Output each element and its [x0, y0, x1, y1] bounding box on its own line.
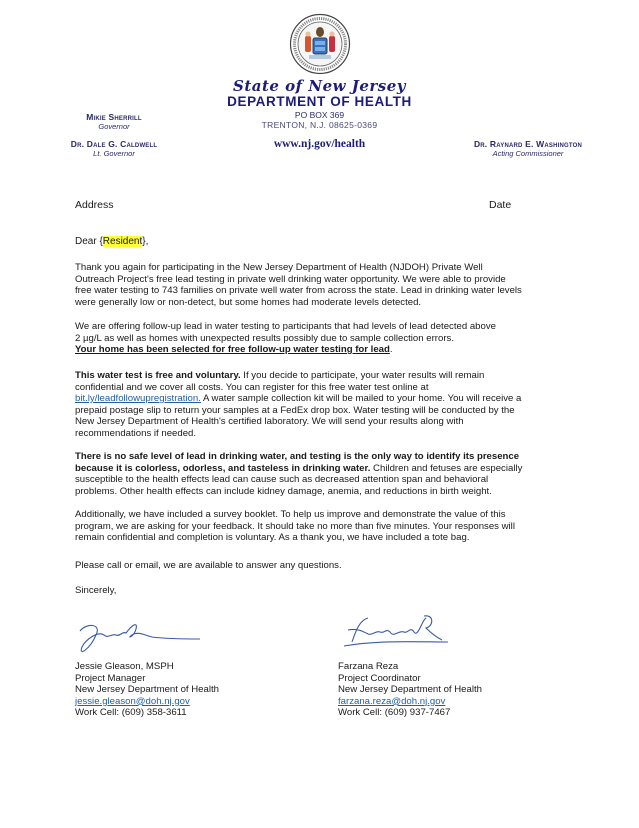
text-line: were generally low or non-detect, but some homes had moderate levels detected.: [75, 296, 422, 308]
state-title: State of New Jersey: [233, 77, 406, 95]
salutation-prefix: Dear {: [75, 236, 103, 247]
paragraph-survey: [75, 509, 575, 544]
date-field: Date: [489, 199, 512, 211]
governor-name: Mikie Sherrill: [86, 112, 142, 122]
signer-phone: Work Cell: (609) 358-3611: [75, 707, 187, 719]
commissioner-name: Dr. Raynard E. Washington: [473, 139, 583, 149]
salutation-suffix: },: [142, 236, 149, 247]
resident-placeholder: Resident: [102, 236, 143, 247]
text-line: 2 µg/L as well as homes with unexpected results possibly due to sample collection errors.: [75, 332, 454, 344]
signer-name: Jessie Gleason, MSPH: [75, 661, 174, 672]
text-line: We are offering follow-up lead in water testing to participants that had levels of lead detected above: [75, 321, 496, 332]
text-line: [75, 344, 575, 356]
signer-org: New Jersey Department of Health: [75, 684, 219, 696]
text-line: [75, 393, 575, 405]
salutation: [75, 236, 148, 247]
bold-span: because it is colorless, odorless, and tasteless in drinking water.: [75, 462, 371, 474]
text-line: Additionally, we have included a survey booklet. To help us improve and demonstrate the value of this: [75, 509, 506, 520]
text-line: Outreach Project's free lead testing in private well drinking water opportunity. We were able to provide: [75, 273, 506, 285]
signer-org: New Jersey Department of Health: [338, 684, 482, 696]
selected-notice: Your home has been selected for free follow-up water testing for lead: [75, 344, 390, 355]
paragraph-no-safe-level: [75, 451, 575, 497]
paragraph-follow-up-offer: [75, 321, 575, 356]
city-address: TRENTON, N.J. 08625-0369: [261, 120, 378, 130]
nj-state-seal-logo: [289, 13, 351, 75]
text-line: remain confidential and completion is voluntary. As a thank you, we have included a tote bag.: [75, 532, 470, 543]
governor-role: Governor: [98, 122, 130, 131]
signer-email-link[interactable]: farzana.reza@doh.nj.gov: [338, 695, 446, 707]
text-line: program, we are asking for your feedback. It should take no more than five minutes. Your responses will: [75, 520, 515, 532]
signer-email-link[interactable]: jessie.gleason@doh.nj.gov: [75, 695, 190, 707]
website-link[interactable]: www.nj.gov/health: [273, 138, 366, 150]
text-line: susceptible to the health effects lead can cause such as decreased attention span and behavioral: [75, 474, 489, 485]
po-box: PO BOX 369: [294, 110, 345, 120]
signer-block-jessie: [75, 661, 219, 719]
paragraph-free-voluntary: [75, 370, 575, 439]
text-span: If you decide to participate, your water results will remain: [240, 370, 485, 381]
commissioner-role: Acting Commissioner: [492, 149, 564, 158]
text-span: Children and fetuses are especially: [370, 462, 523, 474]
text-line: There is no safe level of lead in drinking water, and testing is the only way to identify its presence: [75, 451, 520, 462]
paragraph-thank-you: [75, 262, 575, 308]
period: .: [389, 344, 393, 355]
paragraph-contact: Please call or email, we are available to answer any questions.: [75, 560, 342, 571]
lt-governor-role: Lt. Governor: [93, 149, 135, 158]
text-line: confidential and we cover all costs. You can register for this free water test online at: [75, 381, 429, 393]
text-line: [75, 463, 575, 475]
signer-title: Project Coordinator: [338, 672, 421, 684]
text-line: prepaid postage slip to return your samples at a FedEx drop box. Water testing will be conducted by the: [75, 404, 515, 416]
signer-title: Project Manager: [75, 672, 146, 684]
text-line: Thank you again for participating in the New Jersey Department of Health (NJDOH) Private Well: [75, 262, 483, 273]
lt-governor-name: Dr. Dale G. Caldwell: [70, 139, 158, 149]
text-line: recommendations if needed.: [75, 427, 197, 439]
text-line: free water testing to 743 families on private well water from across the state. Lead in drinking water levels: [75, 285, 522, 296]
text-line: [75, 370, 575, 382]
text-span: A water sample collection kit will be mailed to your home. You will receive a: [200, 393, 522, 404]
commissioner-block: [448, 139, 608, 158]
address-field: Address: [75, 199, 114, 211]
department-title: DEPARTMENT OF HEALTH: [227, 94, 412, 109]
governor-block: [72, 112, 156, 131]
registration-link[interactable]: bit.ly/leadfollowupregistration.: [75, 393, 201, 404]
closing: Sincerely,: [75, 585, 117, 596]
text-line: New Jersey Department of Health's certified laboratory. We will send your results along with: [75, 416, 464, 427]
lt-governor-block: [60, 139, 168, 158]
signer-phone: Work Cell: (609) 937-7467: [338, 707, 451, 719]
free-voluntary-heading: This water test is free and voluntary.: [75, 370, 241, 381]
signer-name: Farzana Reza: [338, 661, 399, 672]
signature-farzana-reza: [338, 612, 468, 650]
signer-block-farzana: [338, 661, 482, 719]
text-line: problems. Other health effects can include kidney damage, anemia, and reductions in birth weight.: [75, 485, 492, 497]
signature-jessie-gleason: [72, 617, 202, 655]
